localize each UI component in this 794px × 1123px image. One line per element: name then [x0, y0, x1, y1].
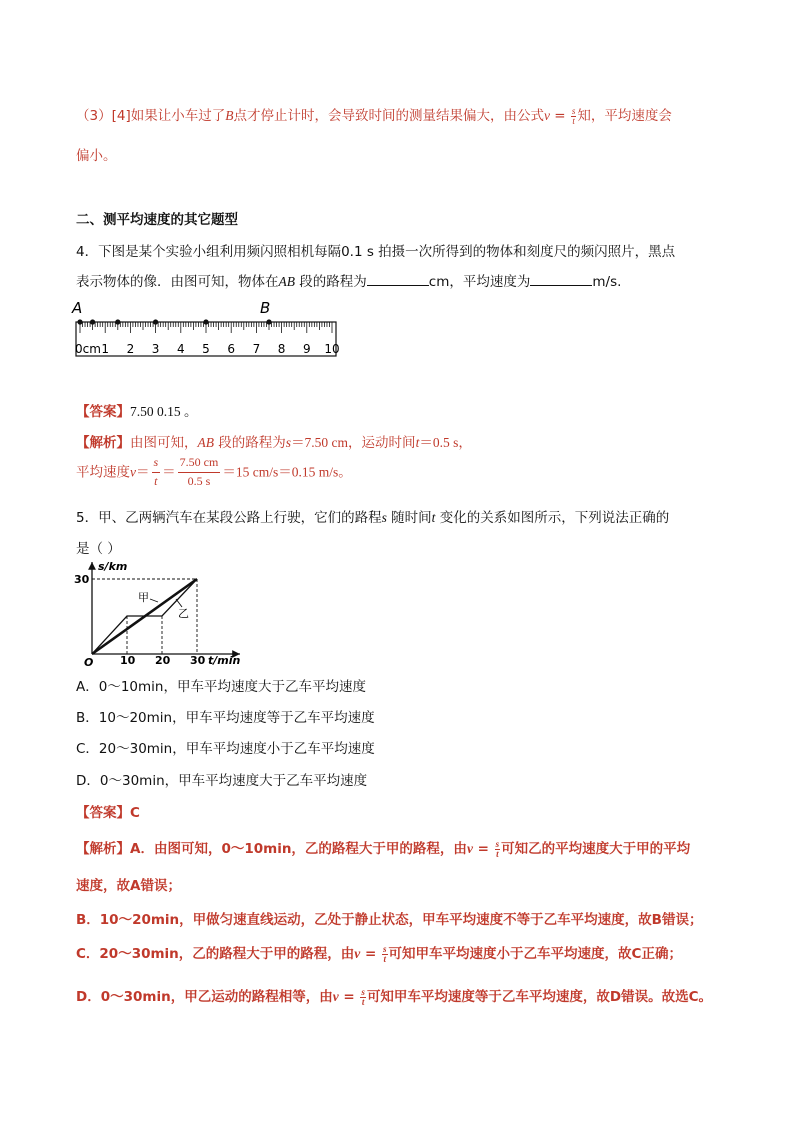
q5-line1: 5．甲、乙两辆汽车在某段公路上行驶，它们的路程s 随时间t 变化的关系如图所示，下列说法正确的 — [76, 510, 670, 526]
q5-analysis-a2: 速度，故A错误； — [76, 878, 181, 894]
object-dot — [153, 319, 158, 324]
series-yi-label: 乙 — [178, 607, 189, 620]
section-heading: 二、测平均速度的其它题型 — [76, 212, 238, 228]
answer-blank — [530, 273, 592, 286]
q5-analysis-d: D．0～30min，甲乙运动的路程相等，由v = $\frac{s}{t}$ 可知甲车平均速度等于乙车平均速度，故D错误。故选C。 — [76, 986, 713, 1007]
option-c: C．20～30min，甲车平均速度小于乙车平均速度 — [76, 741, 375, 757]
label-leader-jia — [150, 599, 158, 602]
q3-line2: 偏小。 — [76, 148, 117, 164]
ruler-tick-label: 0cm — [75, 342, 101, 356]
q4-line1: 4．下图是某个实验小组利用频闪照相机每隔0.1 s 拍摄一次所得到的物体和刻度尺的频闪照片，黑点 — [76, 244, 676, 260]
object-dot — [90, 319, 95, 324]
option-d: D．0～30min，甲车平均速度大于乙车平均速度 — [76, 773, 368, 789]
object-dot — [266, 319, 271, 324]
q5-answer: 【答案】C — [76, 805, 140, 821]
q5-analysis-b: B．10～20min，甲做匀速直线运动，乙处于静止状态，甲车平均速度不等于乙车平均速度，故B错误； — [76, 912, 703, 928]
ruler-tick-label: 10 — [324, 342, 340, 356]
ruler-tick-label: 8 — [277, 342, 286, 356]
ruler-tick-label: 5 — [202, 342, 210, 356]
label-leader-yi — [176, 599, 182, 607]
x-axis-label: t/min — [208, 654, 241, 667]
origin-label: O — [84, 656, 94, 668]
ruler-figure — [70, 296, 346, 362]
object-dot — [77, 319, 82, 324]
ruler-tick-label: 7 — [252, 342, 261, 356]
answer-blank — [367, 273, 429, 286]
ruler-tick-label: 9 — [302, 342, 311, 356]
q4-answer: 【答案】7.50 0.15 。 — [76, 404, 198, 420]
ruler-tick-label: 3 — [151, 342, 160, 356]
x-tick-10: 10 — [120, 654, 136, 667]
q4-analysis: 【解析】由图可知，AB 段的路程为s＝7.50 cm，运动时间t＝0.5 s， — [76, 435, 472, 451]
option-a: A．0～10min，甲车平均速度大于乙车平均速度 — [76, 679, 366, 695]
series-jia-label: 甲 — [138, 591, 149, 604]
q5-line2: 是（ ） — [76, 541, 121, 557]
object-dot — [203, 319, 208, 324]
q4-line2: 表示物体的像．由图可知，物体在AB 段的路程为 cm，平均速度为 m/s. — [76, 274, 622, 290]
q4-formula: 平均速度v＝ $\frac{s}{t}$ ＝ $\frac{7.50 cm}{0.5 s}$ ＝15 cm/s＝0.15 m/s。 — [76, 455, 352, 488]
q3-line1: （3）[4]如果让小车过了B点才停止计时，会导致时间的测量结果偏大，由公式v = $\frac{s}{t}$ 知，平均速度会 — [76, 105, 672, 126]
q5-analysis-c: C．20～30min，乙的路程大于甲的路程，由v = $\frac{s}{t}$ 可知甲车平均速度小于乙车平均速度，故C正确； — [76, 943, 682, 964]
ruler-tick-label: 4 — [176, 342, 185, 356]
formula-fraction: $\frac{s}{t}$ — [571, 105, 576, 126]
ruler-label-b: B — [260, 299, 271, 317]
x-tick-30: 30 — [190, 654, 206, 667]
ruler-tick-label: 6 — [227, 342, 236, 356]
ruler-label-a: A — [72, 299, 83, 317]
ruler-tick-label: 2 — [126, 342, 135, 356]
q5-graph — [70, 558, 250, 668]
x-tick-20: 20 — [155, 654, 171, 667]
y-tick-30: 30 — [74, 573, 90, 586]
option-b: B．10～20min，甲车平均速度等于乙车平均速度 — [76, 710, 375, 726]
ruler-tick-label: 1 — [101, 342, 110, 356]
q5-analysis-a1: 【解析】A．由图可知，0～10min，乙的路程大于甲的路程，由v = $\frac{s}{t}$ 可知乙的平均速度大于甲的平均 — [76, 838, 691, 859]
object-dot — [115, 319, 120, 324]
y-axis-label: s/km — [98, 560, 128, 573]
